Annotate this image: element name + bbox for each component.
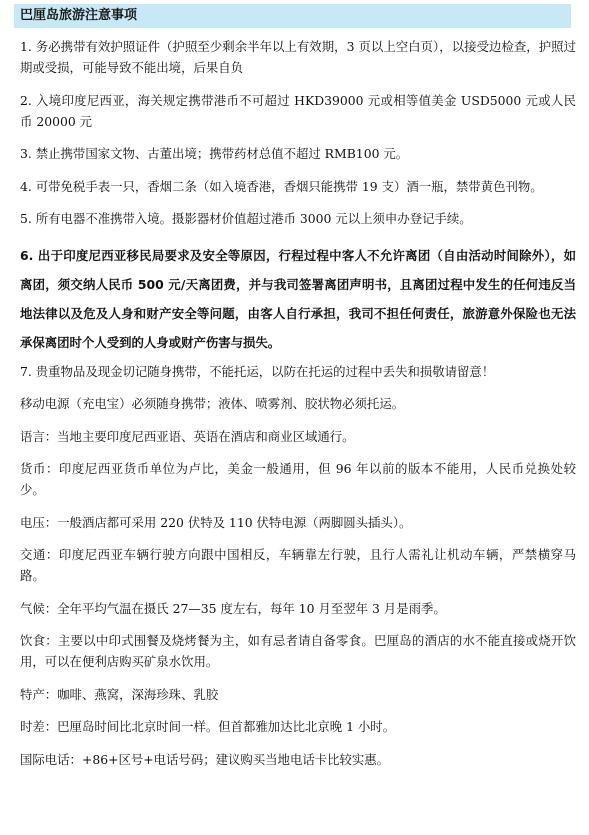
voltage-info: 电压：一般酒店都可采用 220 伏特及 110 伏特电源（两脚圆头插头）。 xyxy=(20,514,412,530)
power-bank-note: 移动电源（充电宝）必须随身携带；液体、喷雾剂、胶状物必须托运。 xyxy=(20,396,405,411)
notice-item-7: 7. 贵重物品及现金切记随身携带，不能托运，以防在托运的过程中丢失和损敬请留意！ xyxy=(20,363,495,379)
climate-info: 气候：全年平均气温在摄氏 27—35 度左右，每年 10 月至翌年 3 月是雨季。 xyxy=(20,600,446,616)
traffic-info: 交通：印度尼西亚车辆行驶方向跟中国相反，车辆靠左行驶，且行人需礼让机动车辆，严禁横穿马路。 xyxy=(20,547,576,583)
notice-item-5: 5. 所有电器不准携带入境。摄影器材价值超过港币 3000 元以上须申办登记手续。 xyxy=(20,211,472,226)
notice-item-3: 3. 禁止携带国家文物、古董出境；携带药材总值不超过 RMB100 元。 xyxy=(20,146,409,161)
notice-item-6-warning: 6. 出于印度尼西亚移民局要求及安全等原因，行程过程中客人不允许离团（自由活动时间除外），如离团，须交纳人民币 500 元/天离团费，并与我司签署离团声明书，且离团过程中发生的任何违反当地法律以及危及人身和财产安全等问题，由客人自行承担，我司不担任何责任，旅游意外保险也无法承保离团时个人受到的人身或财产伤害与损失。 xyxy=(20,247,576,350)
time-difference-info: 时差：巴厘岛时间比北京时间一样。但首都雅加达比北京晚 1 小时。 xyxy=(20,719,396,734)
food-info: 饮食：主要以中印式围餐及烧烤餐为主，如有忌者请自备零食。巴厘岛的酒店的水不能直接或烧开饮用，可以在便利店购买矿泉水饮用。 xyxy=(20,633,576,669)
currency-info: 货币：印度尼西亚货币单位为卢比，美金一般通用，但 96 年以前的版本不能用，人民币兑换处较少。 xyxy=(20,461,576,497)
document-body xyxy=(20,36,576,781)
page-title: 巴厘岛旅游注意事项 xyxy=(20,8,138,23)
specialty-info: 特产：咖啡、燕窝，深海珍珠、乳胶 xyxy=(20,686,219,702)
notice-item-1: 1. 务必携带有效护照证件（护照至少剩余半年以上有效期，3 页以上空白页），以接受边检查，护照过期或受损，可能导致不能出境，后果自负 xyxy=(20,39,576,75)
language-info: 语言：当地主要印度尼西亚语、英语在酒店和商业区域通行。 xyxy=(20,428,355,444)
notice-item-2: 2. 入境印度尼西亚，海关规定携带港币不可超过 HKD39000 元或相等值美金 USD5000 元或人民币 20000 元 xyxy=(20,92,576,129)
page-title-bar xyxy=(14,4,571,28)
notice-item-4: 4. 可带免税手表一只，香烟二条（如入境香港，香烟只能携带 19 支）酒一瓶，禁带黄色刊物。 xyxy=(20,178,543,194)
international-call-info: 国际电话：+86+区号+电话号码；建议购买当地电话卡比较实惠。 xyxy=(20,751,390,767)
